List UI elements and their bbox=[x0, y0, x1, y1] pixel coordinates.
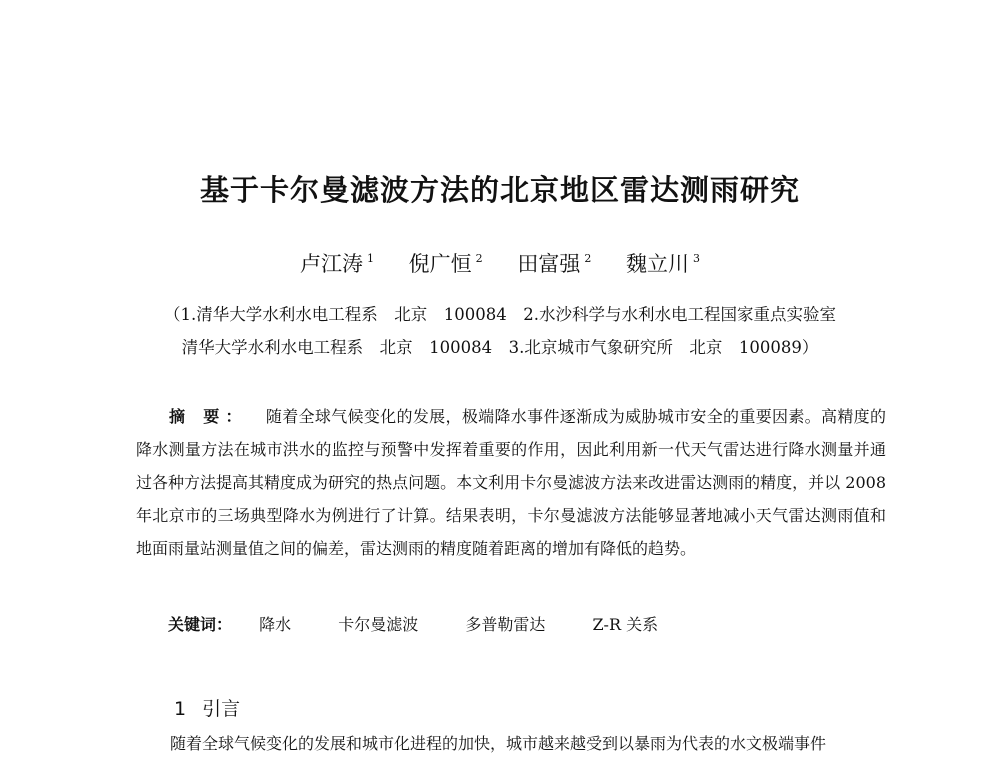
author bbox=[517, 248, 591, 278]
author-name: 田富强 bbox=[517, 252, 581, 276]
body-paragraph: 随着全球气候变化的发展和城市化进程的加快，城市越来越受到以暴雨为代表的水文极端事件 bbox=[170, 734, 827, 753]
author bbox=[300, 248, 374, 278]
author-affiliation-mark: 2 bbox=[475, 252, 483, 265]
affiliation-line-2: 清华大学水利水电工程系 北京 100084 3.北京城市气象研究所 北京 100089） bbox=[181, 338, 819, 357]
keyword: 卡尔曼滤波 bbox=[338, 615, 419, 634]
section-heading bbox=[174, 694, 240, 721]
author bbox=[626, 248, 700, 278]
section-title: 引言 bbox=[202, 698, 241, 720]
author-name: 卢江涛 bbox=[299, 252, 363, 276]
keyword: 多普勒雷达 bbox=[465, 615, 546, 634]
author-name: 倪广恒 bbox=[408, 252, 472, 276]
section-number: 1 bbox=[174, 698, 187, 720]
paper-title: 基于卡尔曼滤波方法的北京地区雷达测雨研究 bbox=[199, 173, 800, 207]
abstract-label: 摘 要： bbox=[169, 407, 248, 426]
abstract-text: 随着全球气候变化的发展，极端降水事件逐渐成为威胁城市安全的重要因素。高精度的降水测量方法在城市洪水的监控与预警中发挥着重要的作用，因此利用新一代天气雷达进行降水测量并通过各种方法提高其精度成为研究的热点问题。本文利用卡尔曼滤波方法来改进雷达测雨的精度，并以 2008 年北京市的三场典型降水为例进行了计算。结果表明，卡尔曼滤波方法能够显著地减小天气雷达测雨值和地面雨量站测量值之间的偏差，雷达测雨的精度随着距离的增加有降低的趋势。 bbox=[136, 407, 886, 558]
author-name: 魏立川 bbox=[626, 252, 690, 276]
keywords-label: 关键词： bbox=[168, 615, 233, 634]
author-affiliation-mark: 1 bbox=[366, 252, 374, 265]
author-list bbox=[0, 248, 1000, 278]
author-affiliation-mark: 3 bbox=[693, 252, 701, 265]
keyword: 降水 bbox=[259, 615, 292, 634]
affiliation-line-1: （1.清华大学水利水电工程系 北京 100084 2.水沙科学与水利水电工程国家重点实验室 bbox=[164, 305, 836, 324]
abstract bbox=[136, 400, 886, 565]
keyword: Z-R 关系 bbox=[592, 615, 659, 634]
author bbox=[409, 248, 483, 278]
author-affiliation-mark: 2 bbox=[584, 252, 592, 265]
keywords bbox=[168, 612, 700, 635]
